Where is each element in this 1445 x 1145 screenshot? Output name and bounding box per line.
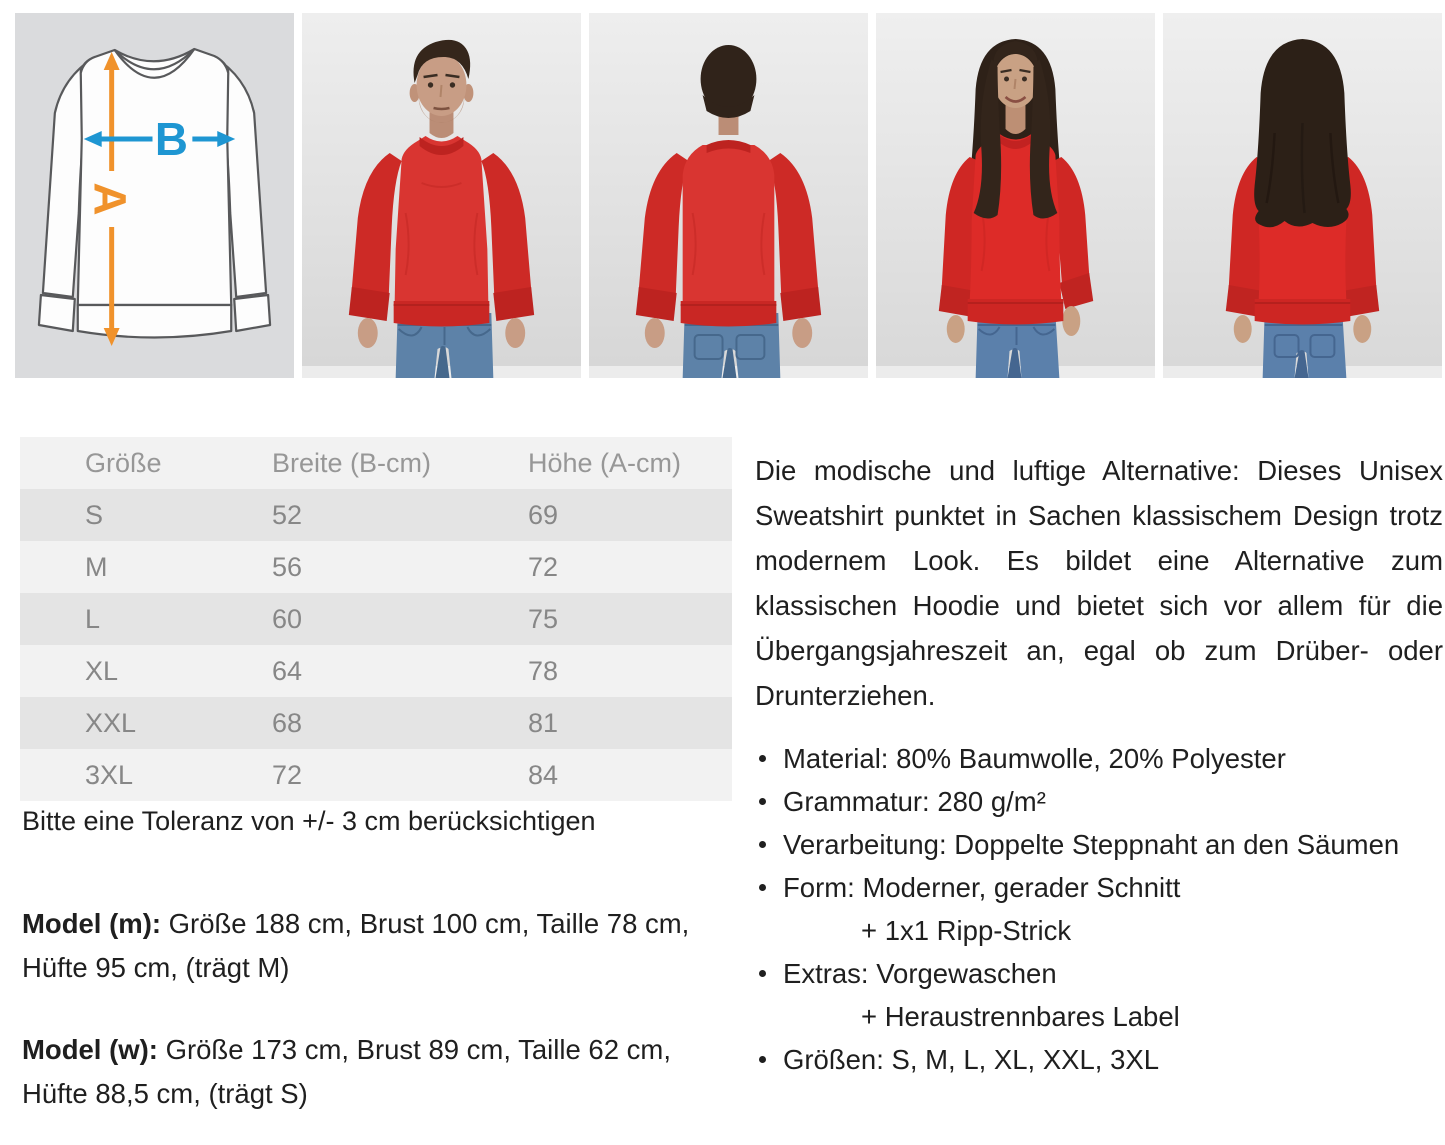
product-feature-list (755, 737, 1443, 1081)
list-item (755, 737, 1443, 780)
cell-width: 56 (272, 551, 303, 582)
tolerance-note: Bitte eine Toleranz von +/- 3 cm berücksichtigen (22, 806, 596, 836)
cell-width: 52 (272, 499, 303, 530)
column-header-size: Größe (85, 447, 162, 478)
gallery-panel-female-back (1163, 13, 1442, 378)
cell-size: 3XL (85, 759, 134, 790)
feature-subline: + Heraustrennbares Label (861, 1001, 1180, 1032)
cell-size: L (85, 603, 101, 634)
feature-text: Form: Moderner, gerader Schnitt (783, 872, 1181, 903)
product-image-gallery (15, 13, 1442, 378)
diagram-body (78, 49, 231, 305)
photo-male-back (589, 13, 868, 378)
cell-size: S (85, 499, 104, 530)
width-label: B (154, 112, 188, 166)
table-row (20, 489, 732, 541)
diagram-right-cuff (234, 295, 270, 331)
size-table (20, 437, 732, 801)
list-item (755, 1038, 1443, 1081)
product-description: Die modische und luftige Alternative: Dieses Unisex Sweatshirt punktet in Sachen klassischem Design trotz modernem Look. Es bildet eine Alternative zum klassischen Hoodie und bietet sich vor allem für die Übergangsjahreszeit an, egal ob zum Drüber- oder Drunterziehen. (755, 455, 1443, 711)
model-m-label: Model (m): (22, 908, 162, 939)
photo-female-back (1163, 13, 1442, 378)
cell-width: 72 (272, 759, 303, 790)
size-diagram-image (15, 13, 294, 378)
gallery-panel-male-front (302, 13, 581, 378)
model-w-label: Model (w): (22, 1034, 158, 1065)
feature-text: Verarbeitung: Doppelte Steppnaht an den Säumen (783, 829, 1400, 860)
list-item (755, 823, 1443, 866)
list-item (755, 866, 1443, 952)
table-row (20, 593, 732, 645)
column-header-height: Höhe (A-cm) (528, 447, 682, 478)
cell-width: 68 (272, 707, 303, 738)
model-m-info (22, 902, 722, 990)
gallery-panel-female-front (876, 13, 1155, 378)
table-row (20, 749, 732, 801)
model-w-info (22, 1028, 722, 1116)
cell-size: XL (85, 655, 119, 686)
list-item (755, 780, 1443, 823)
photo-male-front (302, 13, 581, 378)
column-header-width: Breite (B-cm) (272, 447, 432, 478)
cell-width: 64 (272, 655, 303, 686)
feature-text: Größen: S, M, L, XL, XXL, 3XL (783, 1044, 1160, 1075)
size-table-header-row (20, 437, 732, 489)
cell-height: 78 (528, 655, 559, 686)
cell-size: M (85, 551, 108, 582)
diagram-hem (78, 305, 231, 338)
cell-height: 75 (528, 603, 559, 634)
feature-text: Grammatur: 280 g/m² (783, 786, 1046, 817)
list-item (755, 952, 1443, 1038)
cell-height: 69 (528, 499, 559, 530)
height-label: A (84, 182, 137, 216)
gallery-panel-male-back (589, 13, 868, 378)
cell-height: 72 (528, 551, 559, 582)
feature-subline: + 1x1 Ripp-Strick (861, 915, 1072, 946)
diagram-left-cuff (39, 295, 75, 331)
cell-height: 81 (528, 707, 559, 738)
model-m-text: Größe 188 cm, Brust 100 cm, Taille 78 cm, Hüfte 95 cm, (trägt M) (22, 908, 690, 983)
feature-text: Material: 80% Baumwolle, 20% Polyester (783, 743, 1286, 774)
cell-width: 60 (272, 603, 303, 634)
cell-height: 84 (528, 759, 559, 790)
table-row (20, 697, 732, 749)
photo-female-front (876, 13, 1155, 378)
table-row (20, 541, 732, 593)
cell-size: XXL (85, 707, 137, 738)
gallery-panel-size-diagram (15, 13, 294, 378)
feature-text: Extras: Vorgewaschen (783, 958, 1057, 989)
table-row (20, 645, 732, 697)
model-w-text: Größe 173 cm, Brust 89 cm, Taille 62 cm, Hüfte 88,5 cm, (trägt S) (22, 1034, 671, 1109)
